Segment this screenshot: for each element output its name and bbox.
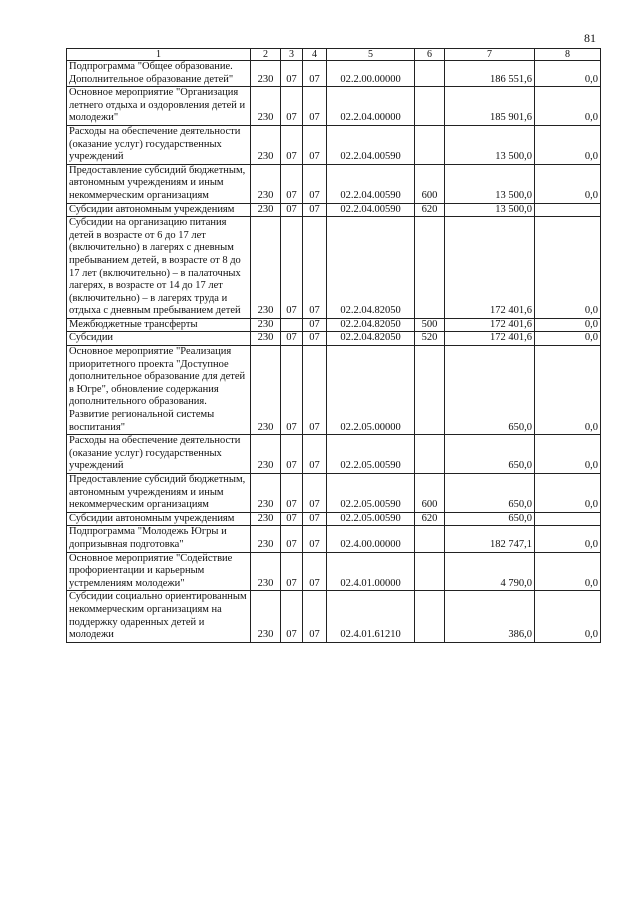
cell-target-article: 02.2.04.00000 [327, 87, 415, 126]
cell-target-article: 02.2.04.00590 [327, 164, 415, 203]
cell-target-article: 02.2.04.00590 [327, 203, 415, 217]
cell-expense-type: 600 [415, 474, 445, 513]
table-row [67, 203, 601, 217]
cell-target-article: 02.2.00.00000 [327, 61, 415, 87]
cell-subsection: 07 [303, 332, 327, 346]
row-name: Подпрограмма "Общее образование. Дополнительное образование детей" [67, 61, 251, 87]
cell-expense-type: 620 [415, 512, 445, 526]
cell-amount-federal: 0,0 [535, 87, 601, 126]
cell-ministry-code: 230 [251, 318, 281, 332]
cell-amount: 386,0 [445, 591, 535, 642]
cell-amount-federal: 0,0 [535, 346, 601, 435]
cell-ministry-code: 230 [251, 332, 281, 346]
cell-ministry-code: 230 [251, 346, 281, 435]
cell-section: 07 [281, 61, 303, 87]
cell-subsection: 07 [303, 217, 327, 319]
column-number-header [67, 49, 601, 61]
row-name: Предоставление субсидий бюджетным, автономным учреждениям и иным некоммерческим организациям [67, 474, 251, 513]
cell-target-article: 02.2.05.00590 [327, 474, 415, 513]
table-row [67, 512, 601, 526]
cell-amount-federal: 0,0 [535, 591, 601, 642]
cell-target-article: 02.4.00.00000 [327, 526, 415, 552]
cell-ministry-code: 230 [251, 125, 281, 164]
cell-subsection: 07 [303, 164, 327, 203]
cell-expense-type [415, 591, 445, 642]
cell-section: 07 [281, 164, 303, 203]
cell-section: 07 [281, 435, 303, 474]
cell-section: 07 [281, 203, 303, 217]
cell-amount: 650,0 [445, 474, 535, 513]
cell-section: 07 [281, 87, 303, 126]
table-row [67, 318, 601, 332]
cell-amount-federal: 0,0 [535, 332, 601, 346]
header-cell: 7 [445, 49, 535, 61]
table-row [67, 526, 601, 552]
cell-subsection: 07 [303, 125, 327, 164]
cell-amount: 172 401,6 [445, 318, 535, 332]
cell-amount-federal: 0,0 [535, 474, 601, 513]
cell-amount-federal: 0,0 [535, 61, 601, 87]
cell-expense-type [415, 125, 445, 164]
cell-target-article: 02.2.05.00590 [327, 512, 415, 526]
table-row [67, 87, 601, 126]
header-cell: 1 [67, 49, 251, 61]
cell-amount: 650,0 [445, 346, 535, 435]
cell-subsection: 07 [303, 346, 327, 435]
cell-amount: 172 401,6 [445, 332, 535, 346]
cell-amount-federal: 0,0 [535, 526, 601, 552]
cell-amount: 4 790,0 [445, 552, 535, 591]
cell-ministry-code: 230 [251, 164, 281, 203]
cell-amount-federal: 0,0 [535, 318, 601, 332]
header-cell: 4 [303, 49, 327, 61]
cell-target-article: 02.2.04.82050 [327, 318, 415, 332]
header-cell: 8 [535, 49, 601, 61]
cell-expense-type: 620 [415, 203, 445, 217]
cell-section: 07 [281, 526, 303, 552]
cell-amount-federal: 0,0 [535, 552, 601, 591]
cell-target-article: 02.2.04.82050 [327, 332, 415, 346]
cell-expense-type [415, 435, 445, 474]
table-row [67, 61, 601, 87]
cell-ministry-code: 230 [251, 512, 281, 526]
cell-subsection: 07 [303, 203, 327, 217]
cell-expense-type: 600 [415, 164, 445, 203]
cell-amount: 172 401,6 [445, 217, 535, 319]
cell-amount-federal: 0,0 [535, 435, 601, 474]
cell-subsection: 07 [303, 552, 327, 591]
cell-ministry-code: 230 [251, 591, 281, 642]
header-cell: 5 [327, 49, 415, 61]
cell-expense-type: 520 [415, 332, 445, 346]
cell-ministry-code: 230 [251, 435, 281, 474]
cell-amount: 650,0 [445, 512, 535, 526]
cell-ministry-code: 230 [251, 217, 281, 319]
row-name: Основное мероприятие "Организация летнего отдыха и оздоровления детей и молодежи" [67, 87, 251, 126]
cell-ministry-code: 230 [251, 552, 281, 591]
cell-section: 07 [281, 552, 303, 591]
row-name: Подпрограмма "Молодежь Югры и допризывная подготовка" [67, 526, 251, 552]
budget-table [66, 48, 601, 643]
cell-amount: 185 901,6 [445, 87, 535, 126]
header-cell: 6 [415, 49, 445, 61]
table-row [67, 474, 601, 513]
row-name: Расходы на обеспечение деятельности (оказание услуг) государственных учреждений [67, 435, 251, 474]
cell-amount-federal: 0,0 [535, 217, 601, 319]
page-number: 81 [584, 31, 596, 45]
row-name: Субсидии автономным учреждениям [67, 512, 251, 526]
cell-amount: 182 747,1 [445, 526, 535, 552]
cell-target-article: 02.2.04.82050 [327, 217, 415, 319]
cell-expense-type [415, 61, 445, 87]
cell-subsection: 07 [303, 474, 327, 513]
cell-section: 07 [281, 125, 303, 164]
cell-subsection: 07 [303, 591, 327, 642]
cell-expense-type [415, 217, 445, 319]
cell-ministry-code: 230 [251, 203, 281, 217]
cell-target-article: 02.2.04.00590 [327, 125, 415, 164]
row-name: Предоставление субсидий бюджетным, автономным учреждениям и иным некоммерческим организациям [67, 164, 251, 203]
cell-ministry-code: 230 [251, 61, 281, 87]
cell-expense-type [415, 87, 445, 126]
cell-expense-type [415, 552, 445, 591]
table-row [67, 552, 601, 591]
cell-subsection: 07 [303, 512, 327, 526]
table-row [67, 346, 601, 435]
cell-ministry-code: 230 [251, 87, 281, 126]
cell-expense-type [415, 526, 445, 552]
cell-target-article: 02.2.05.00590 [327, 435, 415, 474]
table-row [67, 164, 601, 203]
table-row [67, 217, 601, 319]
cell-subsection: 07 [303, 526, 327, 552]
row-name: Основное мероприятие "Реализация приоритетного проекта "Доступное дополнительное образование для детей в Югре", обновление содержания дополнительного образования. Развитие региональной системы воспитания" [67, 346, 251, 435]
cell-section: 07 [281, 591, 303, 642]
cell-ministry-code: 230 [251, 526, 281, 552]
row-name: Основное мероприятие "Содействие профориентации и карьерным устремлениям молодежи" [67, 552, 251, 591]
row-name: Субсидии на организацию питания детей в возрасте от 6 до 17 лет (включительно) в лагерях с дневным пребыванием детей, в возрасте от 8 до 17 лет (включительно) – в палаточных лагерях, в возрасте от 14 до 17 лет (включительно) – в лагерях труда и отдыха с дневным пребыванием детей [67, 217, 251, 319]
cell-expense-type: 500 [415, 318, 445, 332]
row-name: Субсидии социально ориентированным некоммерческим организациям на поддержку одаренных детей и молодежи [67, 591, 251, 642]
cell-subsection: 07 [303, 61, 327, 87]
cell-target-article: 02.4.01.00000 [327, 552, 415, 591]
table-row [67, 332, 601, 346]
cell-amount: 13 500,0 [445, 164, 535, 203]
cell-ministry-code: 230 [251, 474, 281, 513]
cell-section [281, 318, 303, 332]
table-row [67, 591, 601, 642]
table-row [67, 125, 601, 164]
cell-section: 07 [281, 332, 303, 346]
cell-section: 07 [281, 217, 303, 319]
cell-amount: 13 500,0 [445, 203, 535, 217]
cell-amount: 650,0 [445, 435, 535, 474]
cell-amount-federal: 0,0 [535, 164, 601, 203]
cell-amount: 13 500,0 [445, 125, 535, 164]
cell-subsection: 07 [303, 435, 327, 474]
row-name: Субсидии автономным учреждениям [67, 203, 251, 217]
cell-amount: 186 551,6 [445, 61, 535, 87]
cell-expense-type [415, 346, 445, 435]
cell-target-article: 02.2.05.00000 [327, 346, 415, 435]
cell-amount-federal [535, 203, 601, 217]
row-name: Расходы на обеспечение деятельности (оказание услуг) государственных учреждений [67, 125, 251, 164]
header-cell: 2 [251, 49, 281, 61]
row-name: Субсидии [67, 332, 251, 346]
cell-subsection: 07 [303, 318, 327, 332]
cell-section: 07 [281, 474, 303, 513]
row-name: Межбюджетные трансферты [67, 318, 251, 332]
cell-subsection: 07 [303, 87, 327, 126]
cell-amount-federal: 0,0 [535, 125, 601, 164]
cell-section: 07 [281, 512, 303, 526]
cell-section: 07 [281, 346, 303, 435]
cell-amount-federal [535, 512, 601, 526]
table-body [67, 61, 601, 643]
cell-target-article: 02.4.01.61210 [327, 591, 415, 642]
header-cell: 3 [281, 49, 303, 61]
table-row [67, 435, 601, 474]
